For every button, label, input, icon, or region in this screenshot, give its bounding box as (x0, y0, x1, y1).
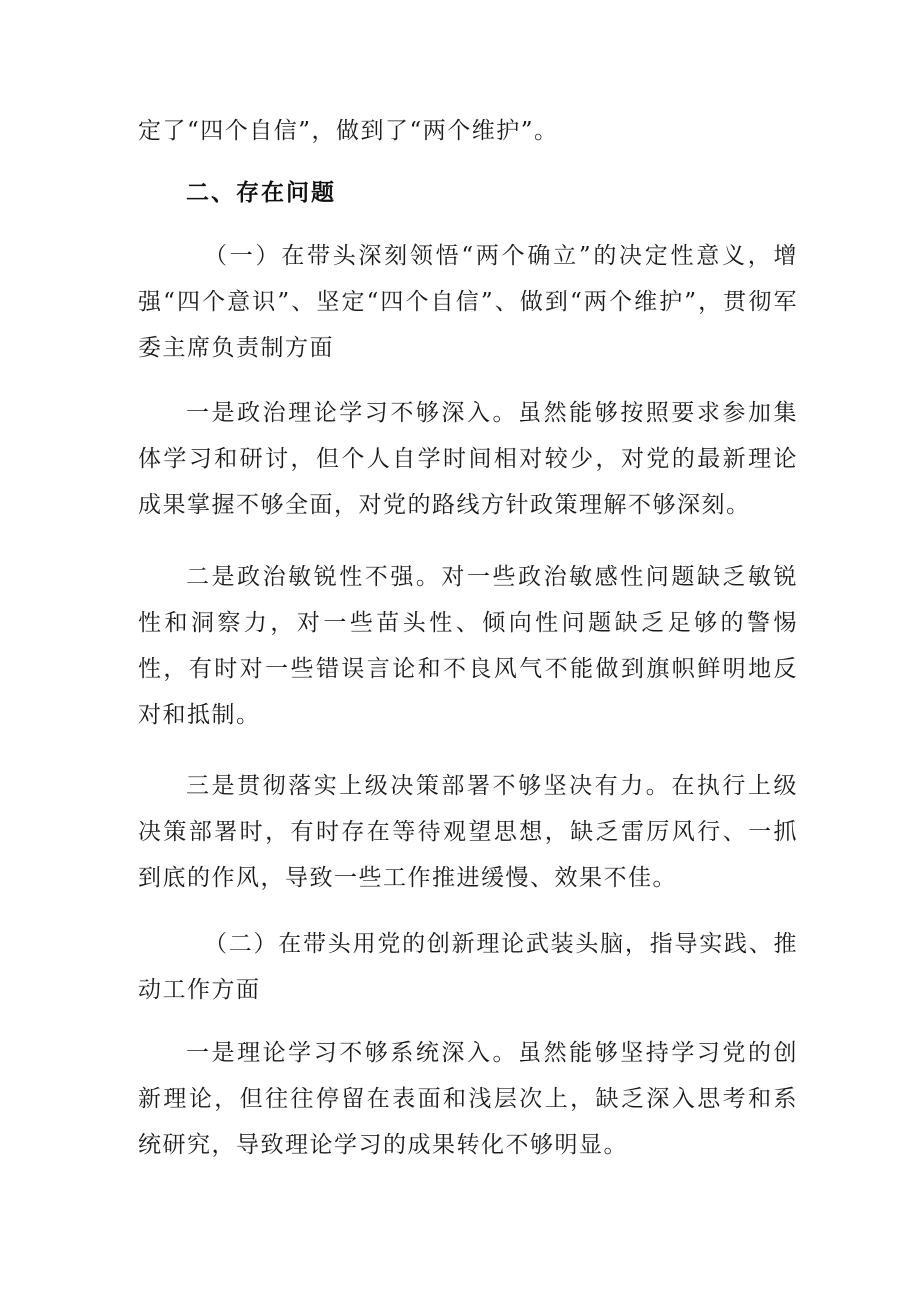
continuation-paragraph: 定了“四个自信”，做到了“两个维护”。 (138, 118, 559, 144)
subsection-2-point-1: 一是理论学习不够系统深入。虽然能够坚持学习党的创新理论，但往往停留在表面和浅层次上，缺乏深入思考和系统研究，导致理论学习的成果转化不够明显。 (138, 1040, 798, 1158)
subsection-1-point-2: 二是政治敏锐性不强。对一些政治敏感性问题缺乏敏锐性和洞察力，对一些苗头性、倾向性问题缺乏足够的警惕性，有时对一些错误言论和不良风气不能做到旗帜鲜明地反对和抵制。 (138, 564, 798, 728)
subsection-1-point-1: 一是政治理论学习不够深入。虽然能够按照要求参加集体学习和研讨，但个人自学时间相对较少，对党的最新理论成果掌握不够全面，对党的路线方针政策理解不够深刻。 (138, 400, 798, 518)
subsection-2-title: （二）在带头用党的创新理论武装头脑，指导实践、推动工作方面 (138, 931, 798, 1003)
subsection-1-point-3: 三是贯彻落实上级决策部署不够坚决有力。在执行上级决策部署时，有时存在等待观望思想，缺乏雷厉风行、一抓到底的作风，导致一些工作推进缓慢、效果不佳。 (138, 773, 798, 891)
subsection-1-title: （一）在带头深刻领悟“两个确立”的决定性意义，增强“四个意识”、坚定“四个自信”、做到“两个维护”，贯彻军委主席负责制方面 (138, 243, 798, 361)
section-heading: 二、存在问题 (186, 180, 336, 206)
